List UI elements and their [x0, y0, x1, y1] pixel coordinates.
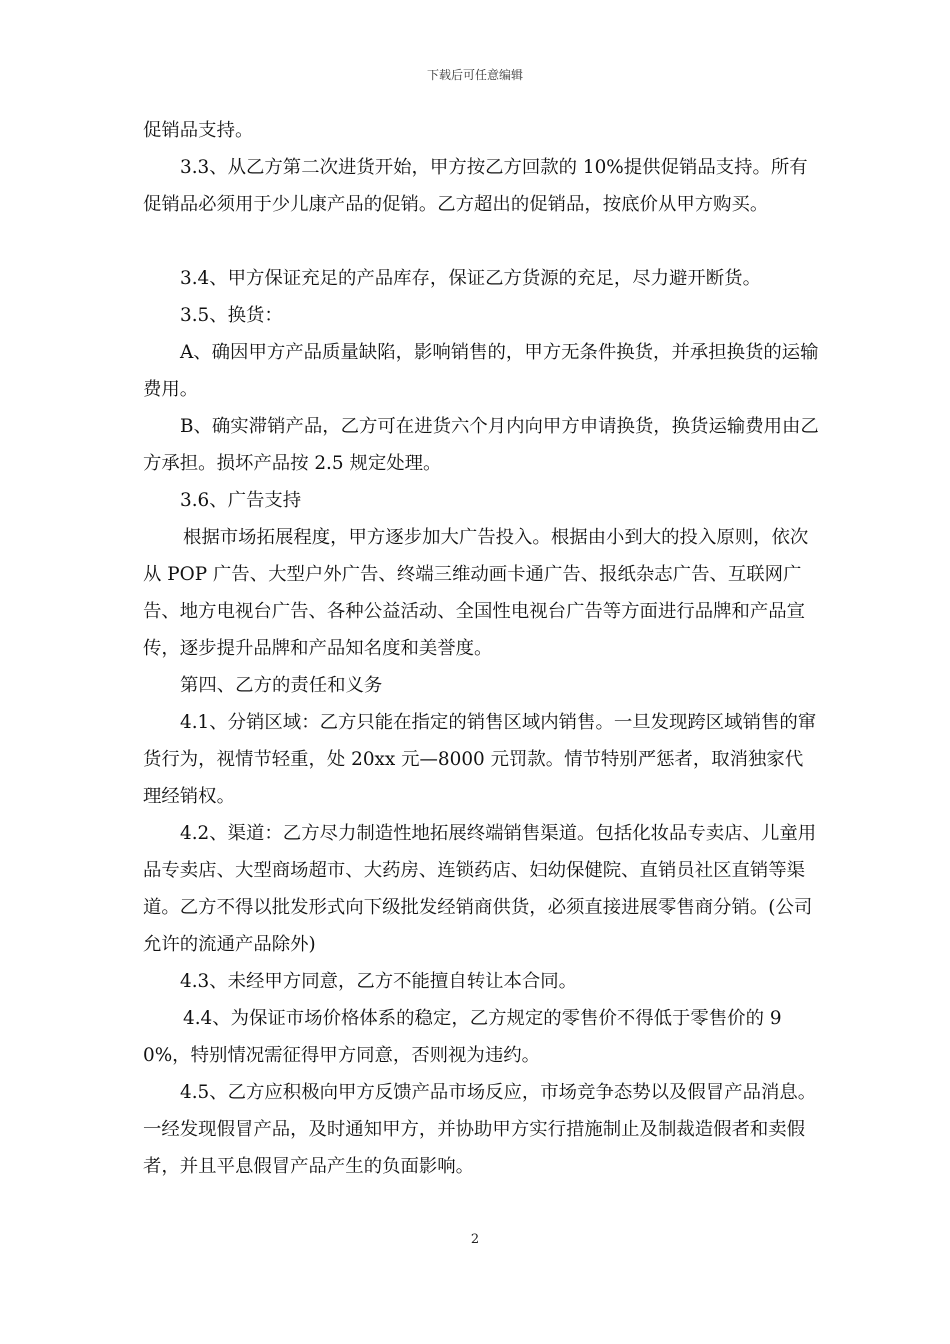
paragraph-continuation: 促销品支持。: [143, 120, 254, 141]
paragraph-3-5-b: B、确实滞销产品，乙方可在进货六个月内向甲方申请换货，换货运输费用由乙方承担。损坏产品按 2.5 规定处理。: [143, 416, 819, 474]
paragraph-3-5-a: A、确因甲方产品质量缺陷，影响销售的，甲方无条件换货，并承担换货的运输费用。: [143, 342, 819, 400]
section-heading-4: 第四、乙方的责任和义务: [180, 675, 383, 696]
document-body: [143, 112, 819, 1185]
paragraph-advertising: 根据市场拓展程度，甲方逐步加大广告投入。根据由小到大的投入原则，依次从 POP 广告、大型户外广告、终端三维动画卡通广告、报纸杂志广告、互联网广告、地方电视台广告、各种公益活动、全国性电视台广告等方面进行品牌和产品宣传，逐步提升品牌和产品知名度和美誉度。: [143, 527, 809, 659]
paragraph-4-4: 4.4、为保证市场价格体系的稳定，乙方规定的零售价不得低于零售价的 90%，特别情况需征得甲方同意，否则视为违约。: [143, 1008, 782, 1066]
paragraph-4-1: 4.1、分销区域：乙方只能在指定的销售区域内销售。一旦发现跨区域销售的窜货行为，视情节轻重，处 20xx 元—8000 元罚款。情节特别严惩者，取消独家代理经销权。: [143, 712, 817, 807]
paragraph-3-3: 3.3、从乙方第二次进货开始，甲方按乙方回款的 10%提供促销品支持。所有促销品必须用于少儿康产品的促销。乙方超出的促销品，按底价从甲方购买。: [143, 157, 808, 215]
paragraph-4-2: 4.2、渠道：乙方尽力制造性地拓展终端销售渠道。包括化妆品专卖店、儿童用品专卖店、大型商场超市、大药房、连锁药店、妇幼保健院、直销员社区直销等渠道。乙方不得以批发形式向下级批发经销商供货，必须直接进展零售商分销。(公司允许的流通产品除外): [143, 823, 817, 955]
paragraph-3-6: 3.6、广告支持: [180, 490, 302, 511]
header-note: 下载后可任意编辑: [426, 68, 523, 82]
paragraph-4-5: 4.5、乙方应积极向甲方反馈产品市场反应，市场竞争态势以及假冒产品消息。一经发现假冒产品，及时通知甲方，并协助甲方实行措施制止及制裁造假者和卖假者，并且平息假冒产品产生的负面影响。: [143, 1082, 817, 1177]
paragraph-3-4: 3.4、甲方保证充足的产品库存，保证乙方货源的充足，尽力避开断货。: [180, 268, 761, 289]
paragraph-4-3: 4.3、未经甲方同意，乙方不能擅自转让本合同。: [180, 971, 578, 992]
page-number: 2: [470, 1232, 480, 1247]
paragraph-3-5: 3.5、换货：: [180, 305, 283, 326]
